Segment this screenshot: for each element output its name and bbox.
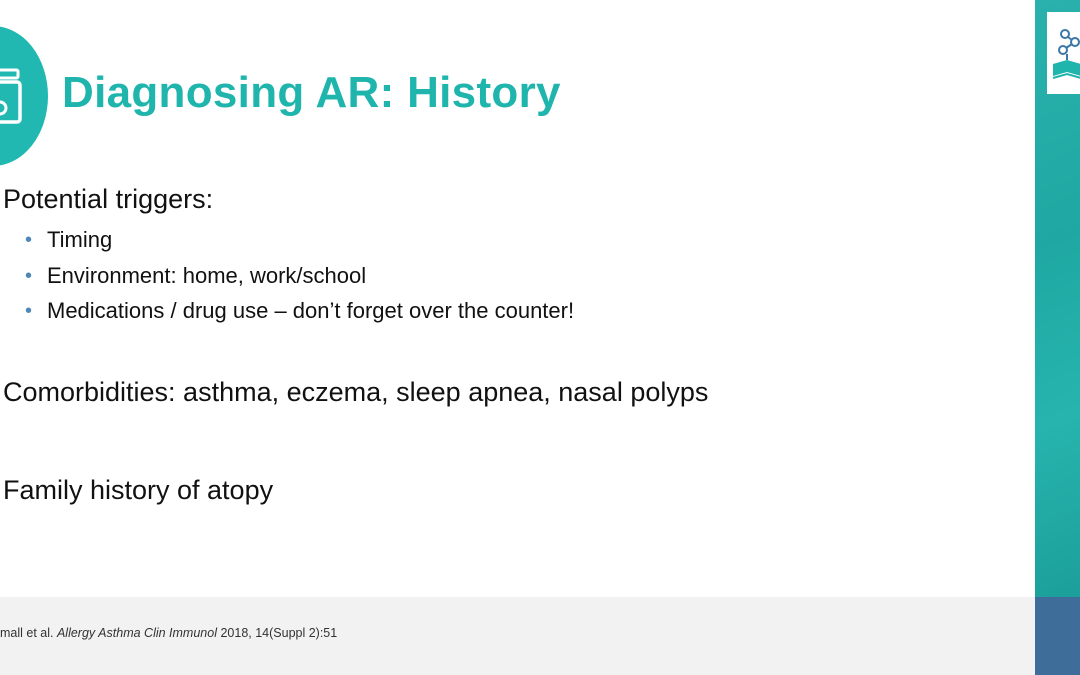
triggers-heading: Potential triggers: <box>3 184 214 214</box>
bullet-dot: • <box>25 300 33 322</box>
book-molecule-logo-icon <box>1047 12 1080 94</box>
side-decoration-footer <box>1035 597 1080 675</box>
slide-title: Diagnosing AR: History <box>62 68 561 117</box>
family-history-text: Family history of atopy <box>3 475 274 505</box>
bullet-dot: • <box>25 229 33 251</box>
id-card-icon <box>0 68 22 128</box>
list-item: • Environment: home, work/school <box>25 262 367 288</box>
logo-box <box>1047 12 1080 94</box>
citation: mall et al. Allergy Asthma Clin Immunol 2018, 14(Suppl 2):51 <box>0 626 338 640</box>
footer <box>0 597 1035 675</box>
list-item: • Medications / drug use – don’t forget over the counter! <box>25 298 575 323</box>
citation-journal: Allergy Asthma Clin Immunol <box>56 626 217 640</box>
comorbidities-text: Comorbidities: asthma, eczema, sleep apnea, nasal polyps <box>3 377 709 407</box>
triggers-list <box>25 226 574 333</box>
list-item: • Timing <box>25 227 113 252</box>
bullet-dot: • <box>25 264 33 287</box>
